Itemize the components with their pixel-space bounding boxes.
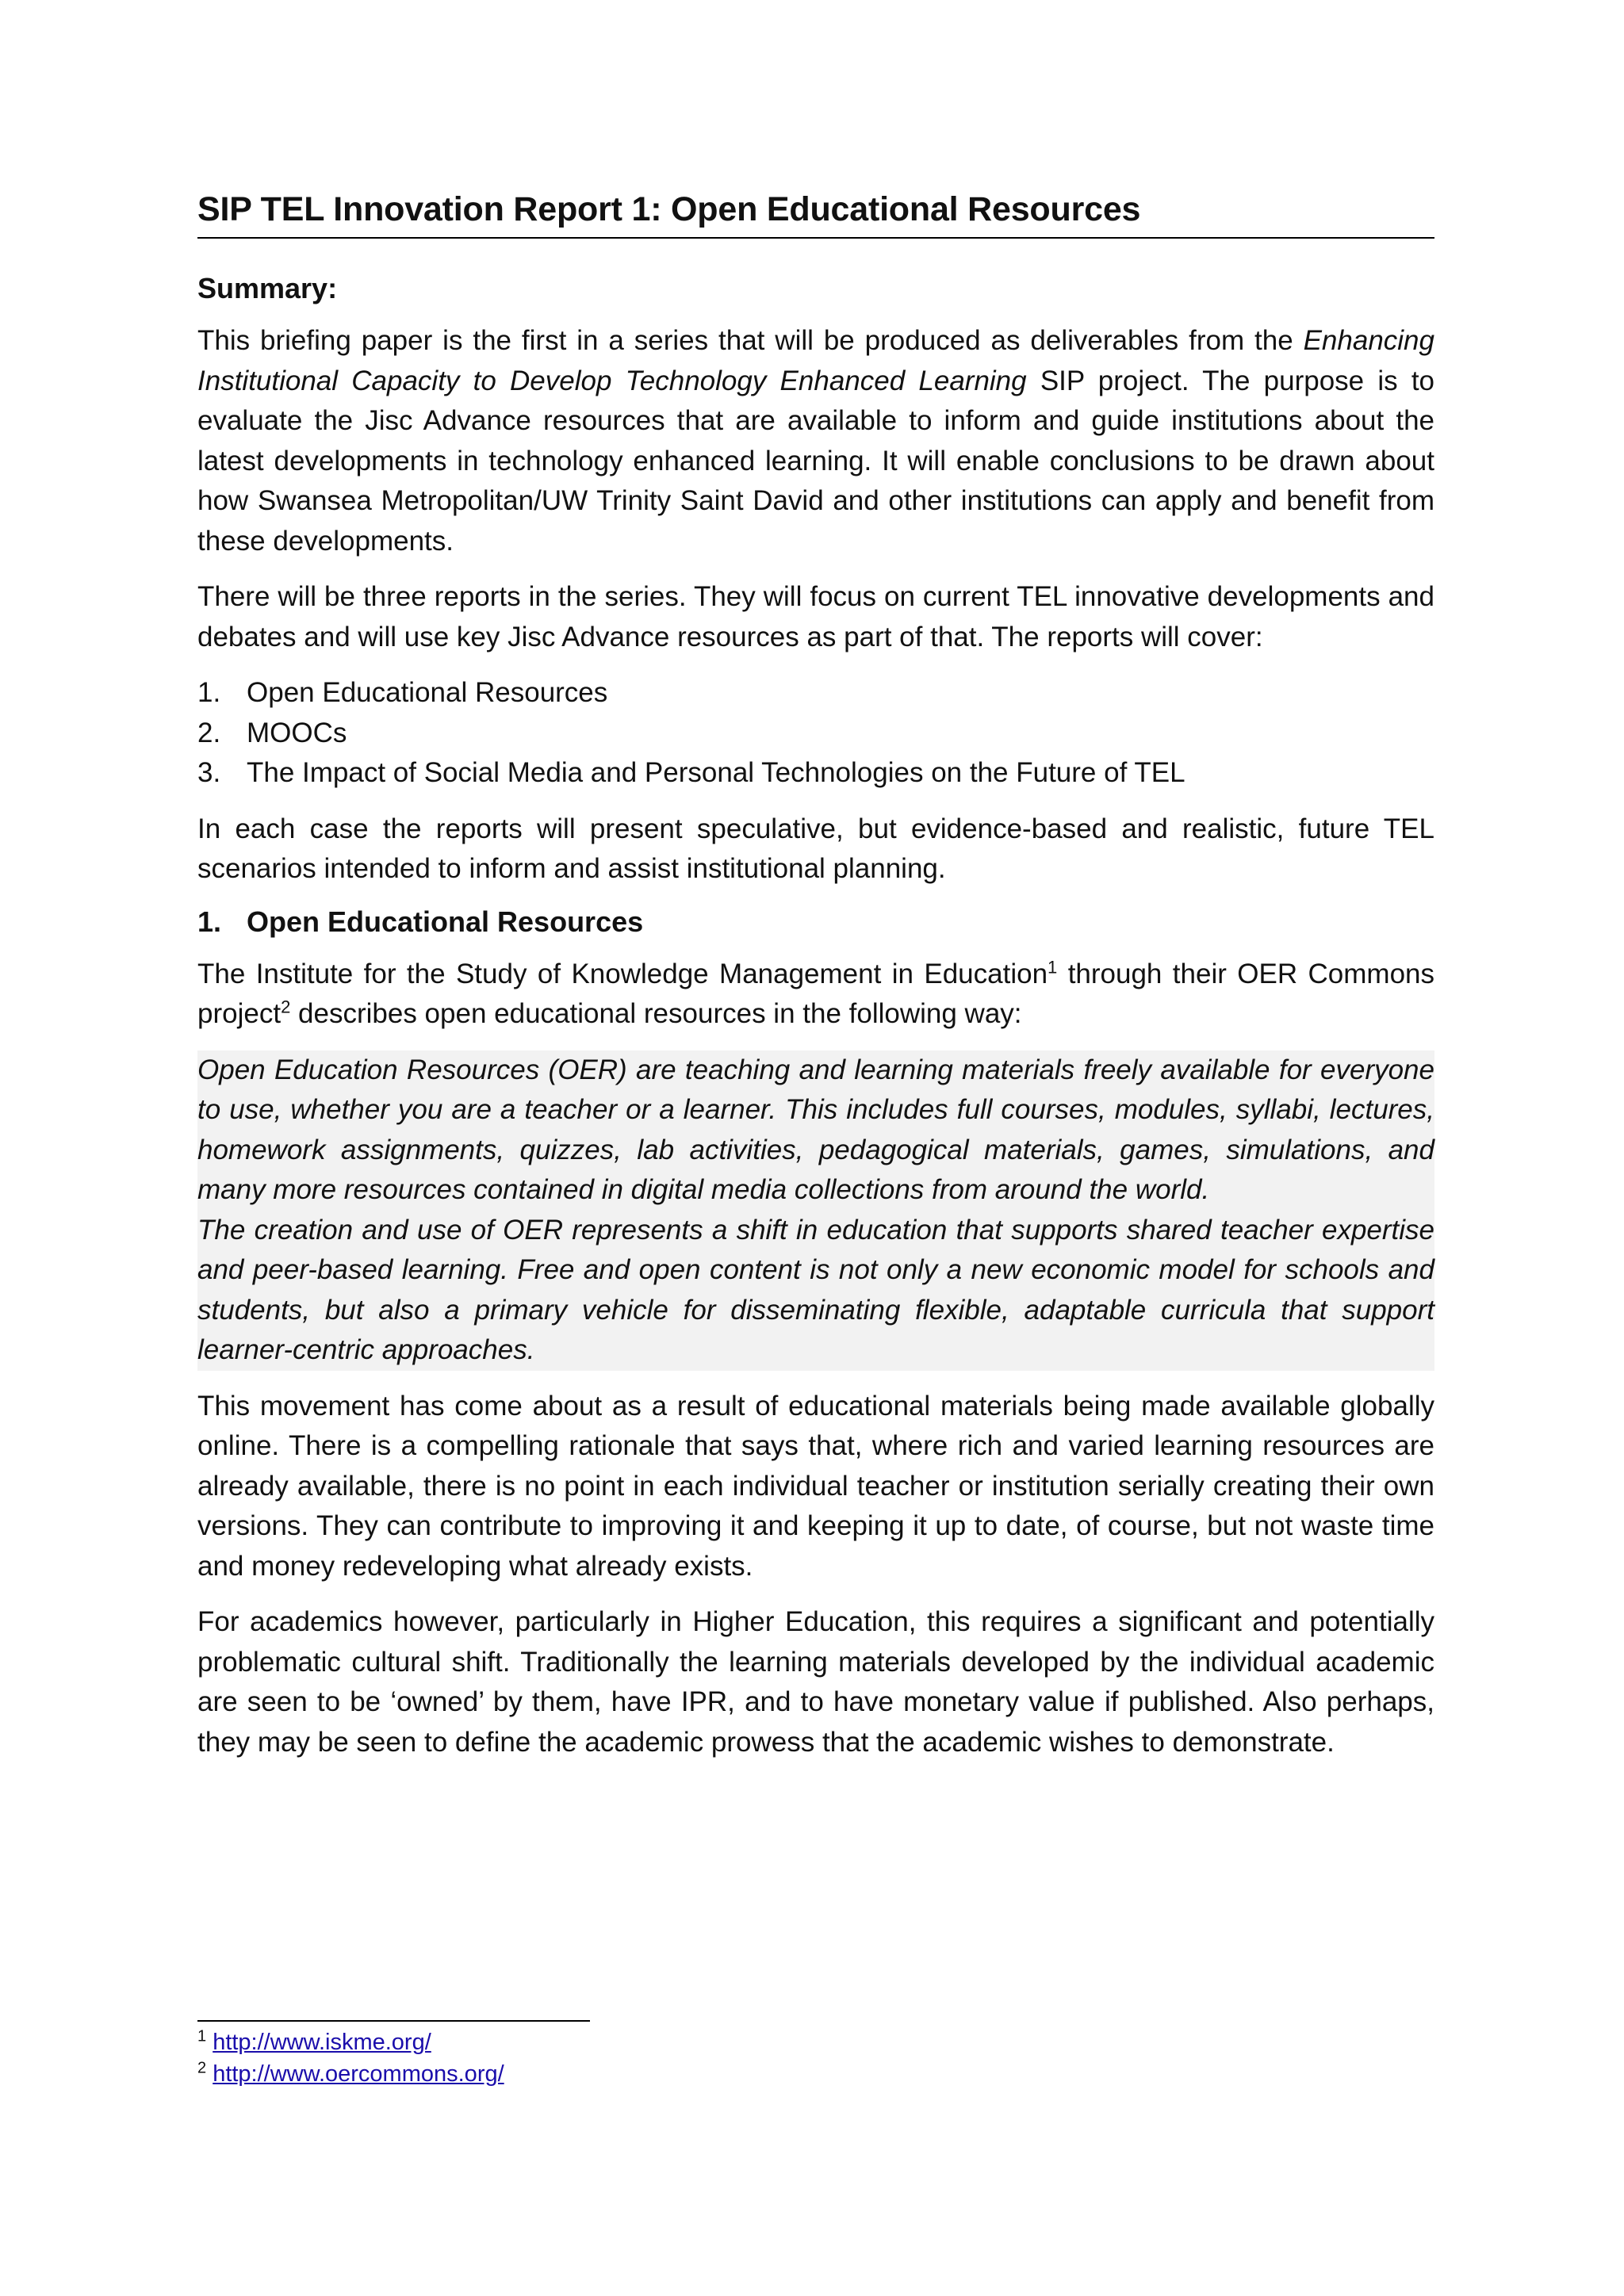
footnote-link-iskme[interactable]: http://www.iskme.org/ xyxy=(213,2030,431,2055)
reports-list xyxy=(197,673,1434,794)
section-title: Open Educational Resources xyxy=(247,905,644,938)
oer-intro-middle: through their OER Commons project xyxy=(197,958,1435,1029)
summary-paragraph-1-start: This briefing paper is the first in a series that will be produced as deliverables from the xyxy=(197,325,1304,356)
movement-paragraph: This movement has come about as a result of educational materials being made available globally online. There is a compelling rationale that says that, where rich and varied learning resources are already available, there is no point in each individual teacher or institution serially creating their own versions. They can contribute to improving it and keeping it up to date, of course, but not waste time and money redeveloping what already exists. xyxy=(197,1390,1434,1582)
footnote-link-oercommons[interactable]: http://www.oercommons.org/ xyxy=(213,2061,504,2087)
list-item-text: Open Educational Resources xyxy=(247,677,608,708)
page-title: SIP TEL Innovation Report 1: Open Educational Resources xyxy=(197,190,1434,239)
summary-paragraph-3: In each case the reports will present speculative, but evidence-based and realistic, future TEL scenarios intended to inform and assist institutional planning. xyxy=(197,813,1434,884)
oer-intro-paragraph xyxy=(197,955,1434,1035)
section-number: 1. xyxy=(197,905,222,938)
summary-paragraph-1 xyxy=(197,321,1434,561)
list-item-number: 3. xyxy=(197,757,221,788)
list-item xyxy=(197,673,1434,714)
footnote-number: 2 xyxy=(197,2059,207,2077)
academics-paragraph: For academics however, particularly in Higher Education, this requires a significant and potentially problematic cultural shift. Traditionally the learning materials developed by the individual academic are seen to be ‘owned’ by them, have IPR, and to have monetary value if published. Also perhaps, they may be seen to define the academic prowess that the academic wishes to demonstrate. xyxy=(197,1606,1434,1758)
list-item xyxy=(197,714,1434,754)
summary-paragraph-1-end: SIP project. The purpose is to evaluate the Jisc Advance resources that are available to inform and guide institutions about the latest developments in technology enhanced learning. It will enable conclusions to be drawn about how Swansea Metropolitan/UW Trinity Saint David and other institutions can apply and benefit from these developments. xyxy=(197,365,1435,557)
footnote-1 xyxy=(197,2026,1434,2058)
list-item-text: The Impact of Social Media and Personal Technologies on the Future of TEL xyxy=(247,757,1185,788)
quote-paragraph-2: The creation and use of OER represents a shift in education that supports shared teacher expertise and peer-based learning. Free and open content is not only a new economic model for schools and students, but also a primary vehicle for disseminating flexible, adaptable curricula that support learner-centric approaches. xyxy=(197,1214,1434,1365)
section-heading-oer xyxy=(197,905,1434,939)
quote-paragraph-1: Open Education Resources (OER) are teaching and learning materials freely available for everyone to use, whether you are a teacher or a learner. This includes full courses, modules, syllabi, lectures, homework assignments, quizzes, lab activities, pedagogical materials, games, simulations, and many more resources contained in digital media collections from around the world. xyxy=(197,1054,1434,1205)
list-item-text: MOOCs xyxy=(247,717,347,748)
footnote-divider xyxy=(197,2020,590,2022)
document-body xyxy=(197,190,1434,1762)
footnote-ref-1[interactable]: 1 xyxy=(1048,956,1058,977)
oer-intro-start: The Institute for the Study of Knowledge Management in Education xyxy=(197,958,1048,989)
footnote-ref-2[interactable]: 2 xyxy=(281,997,291,1017)
list-item-number: 2. xyxy=(197,717,221,748)
list-item xyxy=(197,753,1434,794)
project-title-italic: Enhancing Institutional Capacity to Develop Technology Enhanced Learning xyxy=(197,325,1434,396)
list-item-number: 1. xyxy=(197,677,221,708)
summary-paragraph-2: There will be three reports in the series. They will focus on current TEL innovative developments and debates and will use key Jisc Advance resources as part of that. The reports will cover: xyxy=(197,581,1434,652)
summary-heading: Summary: xyxy=(197,272,338,304)
footnote-2 xyxy=(197,2058,1434,2090)
oer-intro-end: describes open educational resources in the following way: xyxy=(290,998,1022,1029)
oer-definition-quote xyxy=(197,1050,1434,1371)
footnotes xyxy=(197,2026,1434,2090)
footnote-number: 1 xyxy=(197,2027,207,2045)
